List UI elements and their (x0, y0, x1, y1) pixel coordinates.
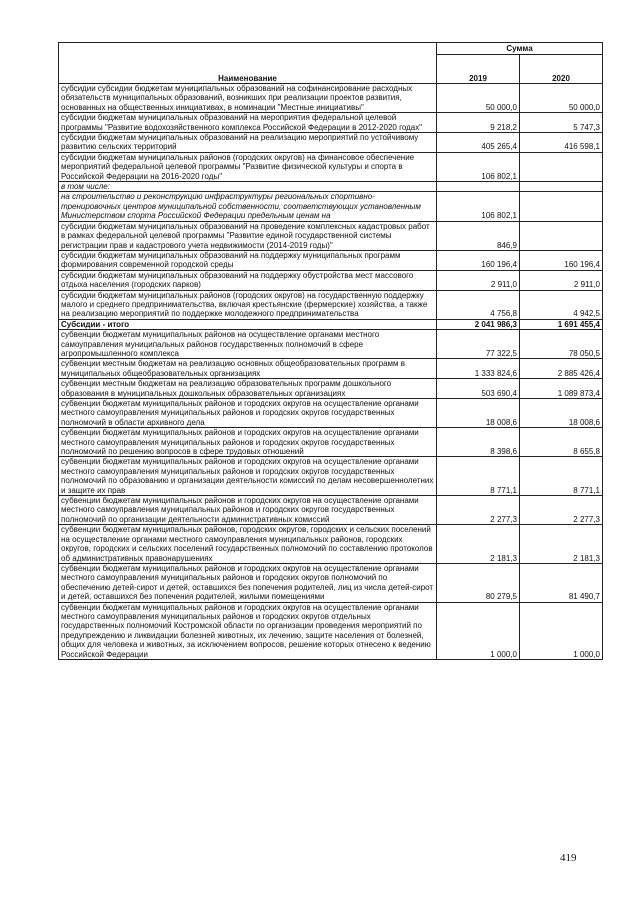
value-2020: 18 008,6 (520, 399, 603, 428)
value-2020: 4 942,5 (520, 290, 603, 319)
value-2019: 2 277,3 (437, 496, 520, 525)
value-2020 (520, 182, 603, 192)
row-name: субвенции бюджетам муниципальных районов и городских округов на осуществление органами местного самоуправления муниципальных районов и городских округов государственных полномочий по организации деятельности административных комиссий (59, 496, 437, 525)
table-row (59, 319, 603, 329)
row-name: субвенции местным бюджетам на реализацию образовательных программ дошкольного образования в муниципальных дошкольных образовательных организациях (59, 379, 437, 399)
value-2019: 2 911,0 (437, 270, 520, 290)
value-2020: 81 490,7 (520, 563, 603, 602)
table-row (59, 270, 603, 290)
table-row (59, 182, 603, 192)
value-2019: 2 041 986,3 (437, 319, 520, 329)
table-row (59, 290, 603, 319)
table-row (59, 399, 603, 428)
table-row (59, 563, 603, 602)
row-name: на строительство и реконструкцию инфраструктуры региональных спортивно-тренировочных центров муниципальной собственности, соответствующих установленным Министерством спорта Российской Федерации предельным ценам на (59, 192, 437, 221)
row-name: субвенции бюджетам муниципальных районов и городских округов на осуществление органами местного самоуправления муниципальных районов и городских округов полномочий по обеспечению детей-сирот и детей, оставшихся без попечения родителей, лиц из числа детей-сирот и детей, оставшихся без попечения родителей, жилыми помещениями (59, 563, 437, 602)
sum-column-header: Сумма (437, 43, 603, 55)
year-header-2020: 2020 (520, 54, 603, 83)
table-row (59, 221, 603, 250)
value-2020: 1 089 873,4 (520, 379, 603, 399)
value-2019: 77 322,5 (437, 330, 520, 359)
value-2019: 503 690,4 (437, 379, 520, 399)
value-2020: 1 691 455,4 (520, 319, 603, 329)
row-name: субсидии бюджетам муниципальных образований на поддержку обустройства мест массового отдыха населения (городских парков) (59, 270, 437, 290)
value-2019: 1 333 824,6 (437, 359, 520, 379)
value-2020: 2 277,3 (520, 496, 603, 525)
value-2019: 2 181,3 (437, 525, 520, 564)
value-2020: 160 196,4 (520, 250, 603, 270)
row-name: Субсидии - итого (59, 319, 437, 329)
year-header-2019: 2019 (437, 54, 520, 83)
row-name: субвенции местным бюджетам на реализацию основных общеобразовательных программ в муниципальных общеобразовательных организациях (59, 359, 437, 379)
row-name: субвенции бюджетам муниципальных районов и городских округов на осуществление органами местного самоуправления муниципальных районов и городских округов государственных полномочий по решению вопросов в сфере трудовых отношений (59, 428, 437, 457)
value-2020 (520, 192, 603, 221)
table-row (59, 359, 603, 379)
value-2019: 8 398,6 (437, 428, 520, 457)
table-row (59, 192, 603, 221)
value-2019: 846,9 (437, 221, 520, 250)
table-row (59, 133, 603, 153)
value-2019: 18 008,6 (437, 399, 520, 428)
value-2020 (520, 152, 603, 181)
value-2020: 8 771,1 (520, 457, 603, 496)
table-row (59, 250, 603, 270)
row-name: субсидии бюджетам муниципальных районов (городских округов) на финансовое обеспечение мероприятий федеральной целевой программы "Развитие физической культуры и спорта в Российской Федерации на 2016-2020 годы" (59, 152, 437, 181)
row-name: субвенции бюджетам муниципальных районов, городских округов, городских и сельских поселений на осуществление органами местного самоуправления муниципальных районов, городских округов, городских и сельских поселений государственных полномочий по составлению протоколов об административных правонарушениях (59, 525, 437, 564)
table-row (59, 496, 603, 525)
value-2019: 405 265,4 (437, 133, 520, 153)
table-row (59, 525, 603, 564)
row-name: субвенции бюджетам муниципальных районов и городских округов на осуществление органами местного самоуправления муниципальных районов и городских округов отдельных государственных полномочий Костромской области по организации проведения мероприятий по предупреждению и ликвидации болезней животных, их лечению, защите населения от болезней, общих для человека и животных, за исключением вопросов, решение которых отнесено к ведению Российской Федерации (59, 602, 437, 659)
value-2019: 50 000,0 (437, 84, 520, 113)
row-name: субвенции бюджетам муниципальных районов на осуществление органами местного самоуправления муниципальных районов государственных полномочий в сфере агропромышленного комплекса (59, 330, 437, 359)
name-column-header: Наименование (59, 43, 437, 84)
value-2019: 106 802,1 (437, 152, 520, 181)
table-row (59, 152, 603, 181)
table-row (59, 379, 603, 399)
value-2020: 2 911,0 (520, 270, 603, 290)
value-2020: 8 655,8 (520, 428, 603, 457)
value-2020: 2 885 426,4 (520, 359, 603, 379)
row-name: субвенции бюджетам муниципальных районов и городских округов на осуществление органами местного самоуправления муниципальных районов и городских округов государственных полномочий по образованию и организации деятельности комиссий по делам несовершеннолетних и защите их прав (59, 457, 437, 496)
budget-table (58, 42, 603, 660)
value-2020: 1 000,0 (520, 602, 603, 659)
table-row (59, 428, 603, 457)
value-2019: 1 000,0 (437, 602, 520, 659)
value-2019: 106 802,1 (437, 192, 520, 221)
row-name: субсидии бюджетам муниципальных районов (городских округов) на государственную поддержку малого и среднего предпринимательства, включая крестьянские (фермерские) хозяйства, а также на реализацию мероприятий по поддержке молодежного предпринимательства (59, 290, 437, 319)
value-2020: 2 181,3 (520, 525, 603, 564)
row-name: субсидии бюджетам муниципальных образований на реализацию мероприятий по устойчивому развитию сельских территорий (59, 133, 437, 153)
row-name: субсидии субсидии бюджетам муниципальных образований на софинансирование расходных обязательств муниципальных образований, возникших при реализации проектов развития, основанных на общественных инициативах, в номинации "Местные инициативы" (59, 84, 437, 113)
value-2019: 80 279,5 (437, 563, 520, 602)
table-row (59, 602, 603, 659)
value-2020: 416 598,1 (520, 133, 603, 153)
header-row (59, 43, 603, 55)
value-2019: 4 756,8 (437, 290, 520, 319)
table-body (59, 84, 603, 660)
value-2020: 78 050,5 (520, 330, 603, 359)
row-name: субсидии бюджетам муниципальных образований на мероприятия федеральной целевой программы "Развитие водохозяйственного комплекса Российской Федерации в 2012-2020 годах" (59, 113, 437, 133)
row-name: субвенции бюджетам муниципальных районов и городских округов на осуществление органами местного самоуправления муниципальных районов и городских округов государственных полномочий в области архивного дела (59, 399, 437, 428)
value-2020 (520, 221, 603, 250)
table-row (59, 330, 603, 359)
value-2019 (437, 182, 520, 192)
page-number: 419 (560, 852, 577, 864)
table-row (59, 113, 603, 133)
row-name: субсидии бюджетам муниципальных образований на поддержку муниципальных программ формирования современной городской среды (59, 250, 437, 270)
table-row (59, 84, 603, 113)
value-2020: 50 000,0 (520, 84, 603, 113)
table-row (59, 457, 603, 496)
value-2019: 160 196,4 (437, 250, 520, 270)
value-2020: 5 747,3 (520, 113, 603, 133)
value-2019: 9 218,2 (437, 113, 520, 133)
value-2019: 8 771,1 (437, 457, 520, 496)
row-name: субсидии бюджетам муниципальных образований на проведение комплексных кадастровых работ в рамках федеральной целевой программы "Развитие единой государственной системы регистрации прав и кадастрового учета недвижимости (2014-2019 годы)" (59, 221, 437, 250)
row-name: в том числе: (59, 182, 437, 192)
